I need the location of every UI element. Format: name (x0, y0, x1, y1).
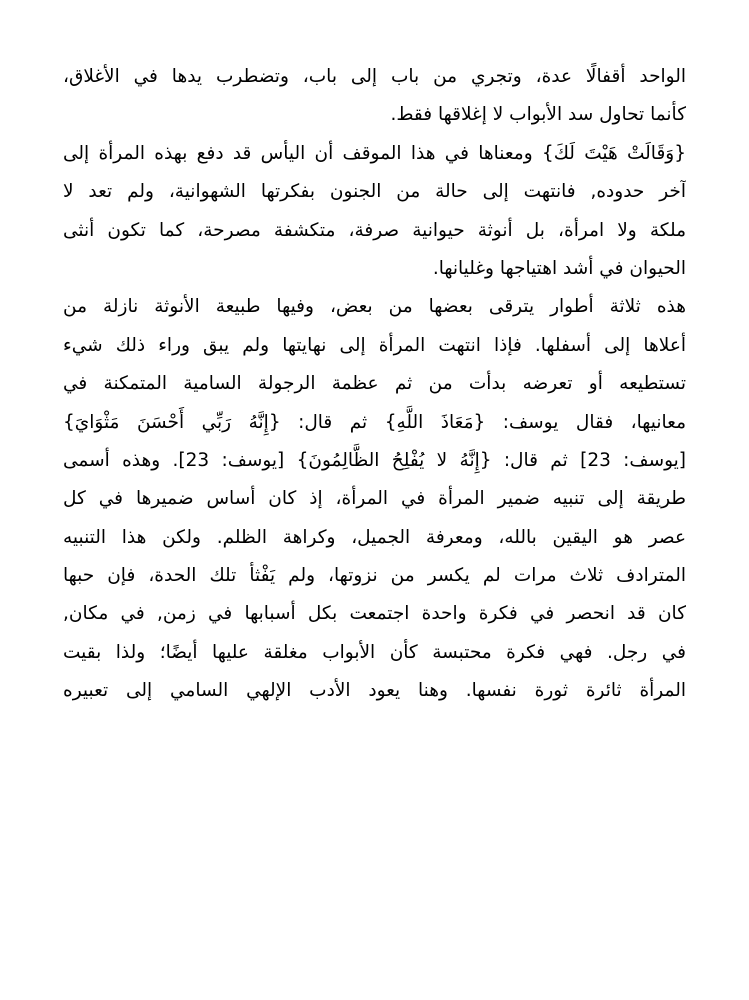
text-line-11: [يوسف: 23] ثم قال: {إِنَّهُ لا يُفْلِحُ الظَّالِمُونَ} [يوسف: 23]. وهذه أسمى (63, 449, 686, 471)
text-line-6: الحيوان في أشد اهتياجها وغليانها. (432, 257, 686, 279)
text-line-4: آخر حدوده, فانتهت إلى حالة من الجنون بفكرتها الشهوانية، ولم تعد لا (63, 181, 686, 203)
text-line-5: ملكة ولا امرأة، بل أنوثة حيوانية صرفة، متكشفة مصرحة، كما تكون أنثى (63, 219, 686, 241)
text-line-17: المرأة ثائرة ثورة نفسها. وهنا يعود الأدب الإلهي السامي إلى تعبيره (63, 680, 686, 702)
text-line-14: المترادف ثلاث مرات لم يكسر من نزوتها، ولم يَفْثأ تلك الحدة، فإن حبها (63, 565, 686, 587)
text-line-8: أعلاها إلى أسفلها. فإذا انتهت المرأة إلى نهايتها ولم يبق وراء ذلك شيء (63, 334, 686, 356)
text-line-1: الواحد أقفالًا عدة، وتجري من باب إلى باب، وتضطرب يدها في الأغلاق، (63, 66, 686, 87)
text-line-3: {وَقَالَتْ هَيْتَ لَكَ} ومعناها في هذا الموقف أن اليأس قد دفع بهذه المرأة إلى (63, 142, 686, 164)
text-line-12: طريقة إلى تنبيه ضمير المرأة في المرأة، إذ كان أساس ضميرها في كل (63, 488, 686, 510)
text-line-15: كان قد انحصر في فكرة واحدة اجتمعت بكل أسبابها في زمن, في مكان, (63, 603, 686, 625)
text-line-16: في رجل. فهي فكرة محتبسة كأن الأبواب مغلقة عليها أيضًا؛ ولذا بقيت (63, 641, 686, 663)
text-line-9: تستطيعه أو تعرضه بدأت من ثم عظمة الرجولة السامية المتمكنة في (63, 373, 686, 395)
text-line-13: عصر هو اليقين بالله، ومعرفة الجميل، وكراهة الظلم. ولكن هذا التنبيه (63, 526, 686, 548)
text-line-10: معانيها، فقال يوسف: {مَعَاذَ اللَّهِ} ثم قال: {إِنَّهُ رَبِّي أَحْسَنَ مَثْوَايَ} (63, 411, 686, 433)
text-line-2: كأنما تحاول سد الأبواب لا إغلاقها فقط. (390, 104, 686, 126)
text-line-7: هذه ثلاثة أطوار يترقى بعضها من بعض، وفيها طبيعة الأنوثة نازلة من (63, 296, 686, 318)
body-text (63, 58, 686, 711)
